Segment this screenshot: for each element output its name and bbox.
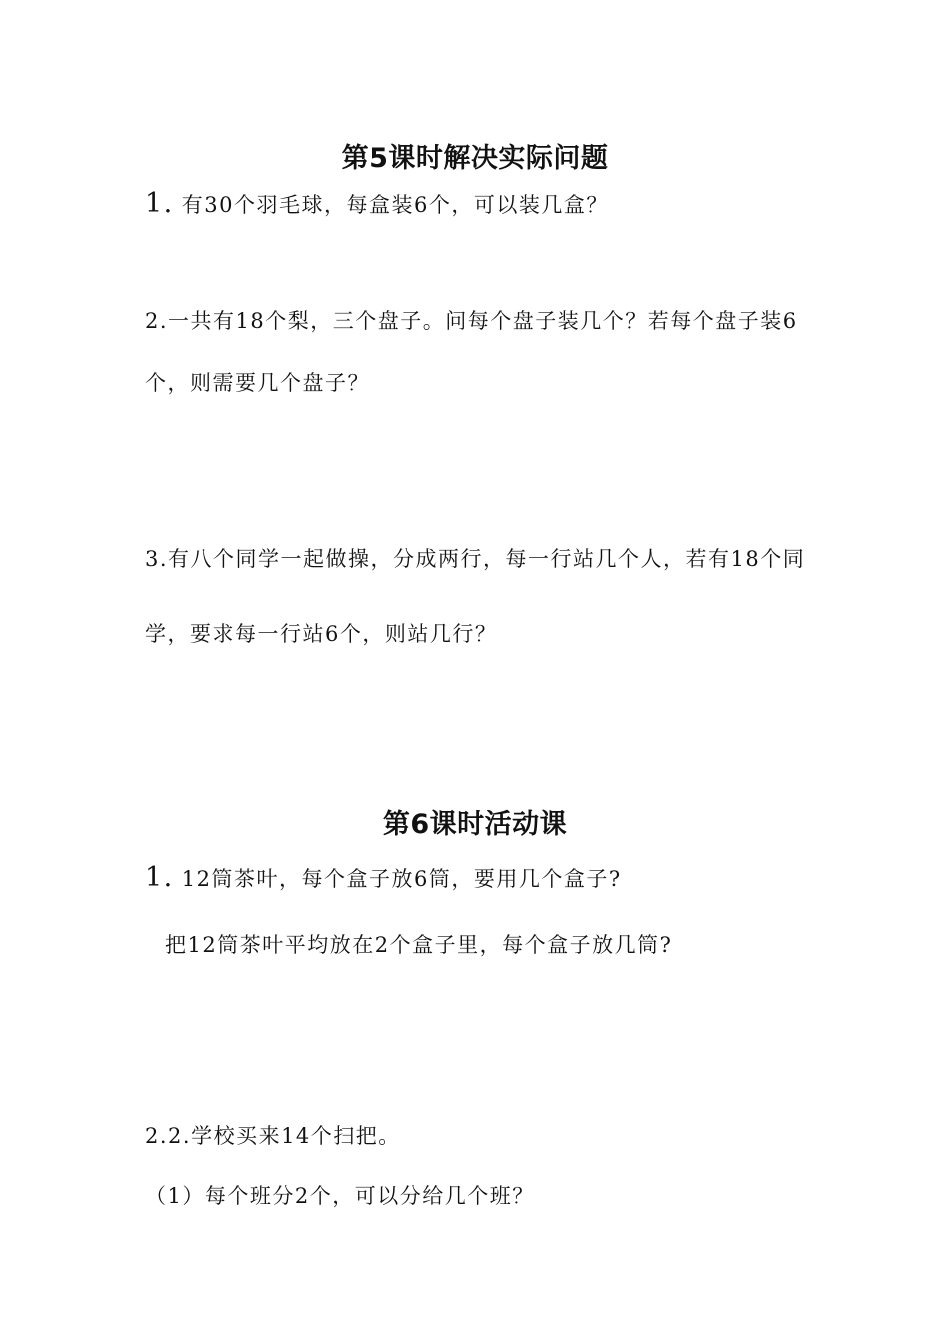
s6-question-1-number: 1. bbox=[145, 862, 174, 893]
s6-question-1-subquestion: 把12筒茶叶平均放在2个盒子里，每个盒子放几筒? bbox=[165, 933, 673, 957]
s6-question-2-line-1: 2.2.学校买来14个扫把。 bbox=[145, 1124, 401, 1148]
s5-question-3-line-2: 学，要求每一行站6个，则站几行？ bbox=[145, 622, 498, 646]
s5-question-2-line-2: 个，则需要几个盘子？ bbox=[145, 371, 370, 395]
s6-question-2-part-1: （1）每个班分2个，可以分给几个班？ bbox=[145, 1184, 535, 1208]
s6-question-1-text: 12筒茶叶，每个盒子放6筒，要用几个盒子? bbox=[181, 867, 622, 891]
s5-question-1 bbox=[145, 188, 609, 219]
section-6-title: 第6课时活动课 bbox=[382, 809, 568, 840]
section-5-title: 第5课时解决实际问题 bbox=[341, 143, 609, 174]
s5-question-1-number: 1. bbox=[145, 188, 174, 219]
s5-question-2-line-1: 2.一共有18个梨，三个盘子。问每个盘子装几个？若每个盘子装6 bbox=[145, 309, 798, 333]
s5-question-1-text: 有30个羽毛球，每盒装6个，可以装几盒？ bbox=[181, 193, 609, 217]
s5-question-3-line-1: 3.有八个同学一起做操，分成两行，每一行站几个人，若有18个同 bbox=[145, 547, 806, 571]
s6-question-1 bbox=[145, 862, 622, 893]
